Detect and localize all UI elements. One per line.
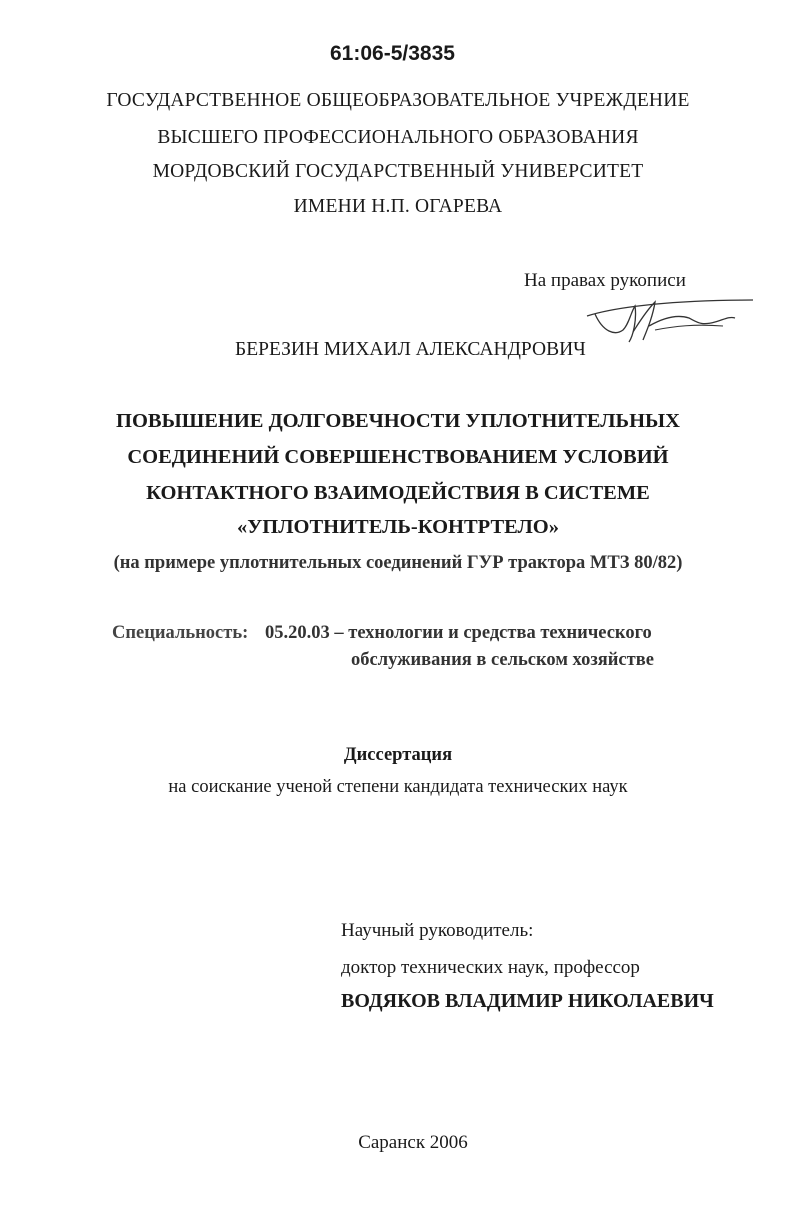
institution-line-1: ГОСУДАРСТВЕННОЕ ОБЩЕОБРАЗОВАТЕЛЬНОЕ УЧРЕЖДЕНИЕ: [106, 90, 690, 111]
subtitle: (на примере уплотнительных соединений ГУР трактора МТЗ 80/82): [113, 553, 683, 573]
city-year: Саранск 2006: [358, 1132, 468, 1153]
title-line-1: ПОВЫШЕНИЕ ДОЛГОВЕЧНОСТИ УПЛОТНИТЕЛЬНЫХ: [116, 410, 680, 432]
title-line-4: «УПЛОТНИТЕЛЬ-КОНТРТЕЛО»: [237, 516, 559, 538]
institution-line-3: МОРДОВСКИЙ ГОСУДАРСТВЕННЫЙ УНИВЕРСИТЕТ: [152, 161, 644, 182]
title-line-3: КОНТАКТНОГО ВЗАИМОДЕЙСТВИЯ В СИСТЕМЕ: [146, 482, 650, 504]
author-name: БЕРЕЗИН МИХАИЛ АЛЕКСАНДРОВИЧ: [235, 339, 586, 360]
work-type: Диссертация: [343, 745, 453, 765]
rights-note: На правах рукописи: [524, 270, 686, 291]
degree-line: на соискание ученой степени кандидата технических наук: [168, 777, 628, 797]
registry-code: 61:06-5/3835: [330, 42, 455, 65]
specialty-label: Специальность:: [112, 623, 249, 643]
supervisor-name: ВОДЯКОВ ВЛАДИМИР НИКОЛАЕВИЧ: [341, 990, 714, 1012]
supervisor-label: Научный руководитель:: [341, 920, 534, 941]
supervisor-rank: доктор технических наук, профессор: [341, 957, 640, 978]
institution-line-2: ВЫСШЕГО ПРОФЕССИОНАЛЬНОГО ОБРАЗОВАНИЯ: [157, 127, 639, 148]
specialty-code: 05.20.03 – технологии и средства технического: [265, 623, 652, 643]
institution-line-4: ИМЕНИ Н.П. ОГАРЕВА: [293, 196, 503, 217]
title-line-2: СОЕДИНЕНИЙ СОВЕРШЕНСТВОВАНИЕМ УСЛОВИЙ: [127, 446, 669, 468]
specialty-line-2: обслуживания в сельском хозяйстве: [351, 650, 654, 670]
signature-icon: [585, 296, 755, 344]
